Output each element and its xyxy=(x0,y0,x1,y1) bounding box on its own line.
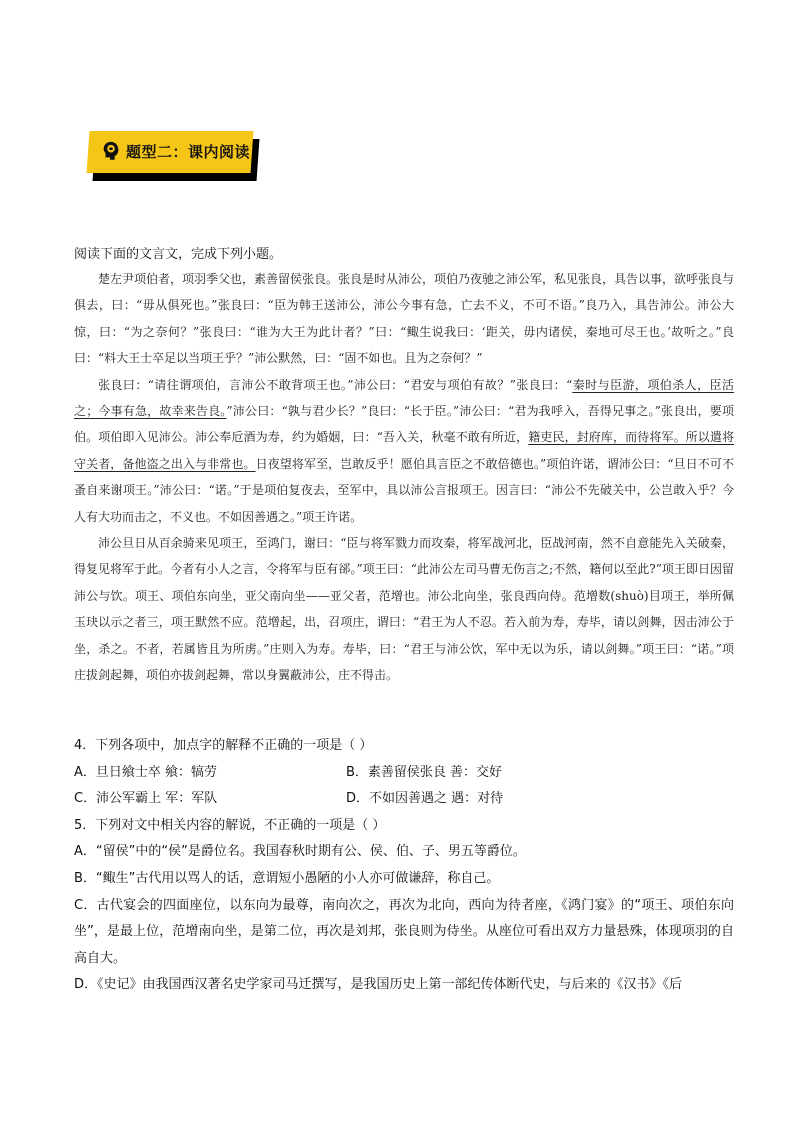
section-banner xyxy=(88,131,260,181)
reading-instruction: 阅读下面的文言文，完成下列小题。 xyxy=(74,247,283,262)
passage-text: 日夜望将军至，岂敢反乎！愿伯具言臣之不敢倍德也。”项伯许诺，谓沛公曰：“旦日不可不蚤自来谢项王。”沛公曰：“诺。”于是项伯复夜去，至军中，具以沛公言报项王。因言曰：“沛公不先破关中，公岂敢入乎？今人有大功而击之，不义也。不如因善遇之。”项王许诺。 xyxy=(74,456,734,524)
passage-text: ”沛公曰：“孰与君少长？”良曰：“长于臣。”沛公曰：“君为我呼入，吾得兄事之。”张良出，要项伯。项伯即入见沛公。沛公奉卮酒为寿，约为婚姻，曰：“吾入关，秋毫不敢有所近， xyxy=(74,404,734,445)
passage-paragraph-3: 沛公旦日从百余骑来见项王，至鸿门，谢曰：“臣与将军戮力而攻秦，将军战河北，臣战河南，然不自意能先入关破秦，得复见将军于此。今者有小人之言，令将军与臣有郤。”项王曰：“此沛公左司马曹无伤言之;不然，籍何以至此?”项王即日因留沛公与饮。项王、项伯东向坐，亚父南向坐——亚父者，范增也。沛公北向坐，张良西向侍。范增数(shuò)目项王，举所佩玉玦以示之者三，项王默然不应。范增起，出，召项庄，谓曰：“君王为人不忍。若入前为寿，寿毕，请以剑舞，因击沛公于坐，杀之。不者，若属皆且为所虏。”庄则入为寿。寿毕，曰：“君王与沛公饮，军中无以为乐，请以剑舞。”项王曰：“诺。”项庄拔剑起舞，项伯亦拔剑起舞，常以身翼蔽沛公，庄不得击。 xyxy=(74,536,734,683)
question-5-option-a[interactable]: A．“留侯”中的“侯”是爵位名。我国春秋时期有公、侯、伯、子、男五等爵位。 xyxy=(74,844,526,860)
underlined-sentence-1: 秦时与臣游，项伯杀人，臣活之；今事有急，故幸来告良。 xyxy=(74,377,734,419)
question-5-option-d[interactable]: D．《史记》由我国西汉著名史学家司马迁撰写，是我国历史上第一部纪传体断代史，与后来的《汉书》《后 xyxy=(74,977,683,993)
question-4-row-1 xyxy=(74,760,734,787)
question-4-row-2 xyxy=(74,786,734,813)
head-brain-icon xyxy=(100,140,122,162)
question-4-option-a[interactable]: A．旦日飨士卒 飨：犒劳 xyxy=(74,764,218,780)
question-4-stem: 4．下列各项中，加点字的解释不正确的一项是（ ） xyxy=(74,738,373,753)
question-5-stem: 5．下列对文中相关内容的解说，不正确的一项是（ ） xyxy=(74,817,386,833)
questions-section xyxy=(74,733,734,999)
question-4-option-d[interactable]: D．不如因善遇之 遇：对待 xyxy=(346,791,504,807)
question-5-option-c[interactable]: C．古代宴会的四面座位，以东向为最尊，南向次之，再次为北向，西向为待者座，《鸿门宴》的“项王、项伯东向坐”，是最上位，范增南向坐，是第二位，再次是刘邦，张良则为侍坐。从座位可看出双方力量悬殊，体现项羽的自高自大。 xyxy=(74,897,734,966)
passage-paragraph-2 xyxy=(74,372,734,530)
section-title: 题型二：课内阅读 xyxy=(126,143,251,161)
question-5-option-b[interactable]: B．“鲰生”古代用以骂人的话，意谓短小愚陋的小人亦可做谦辞，称自己。 xyxy=(74,870,500,886)
question-4-option-c[interactable]: C．沛公军霸上 军：军队 xyxy=(74,791,218,807)
passage-text: 张良曰：“请往谓项伯，言沛公不敢背项王也。”沛公曰：“君安与项伯有故？”张良曰：“ xyxy=(98,377,573,392)
classical-passage xyxy=(74,266,734,689)
underlined-sentence-2: 籍吏民，封府库，而待将军。所以遣将守关者，备他盗之出入与非常也。 xyxy=(74,430,734,471)
question-4-option-b[interactable]: B．素善留侯张良 善：交好 xyxy=(346,764,503,780)
passage-paragraph-1: 楚左尹项伯者，项羽季父也，素善留侯张良。张良是时从沛公，项伯乃夜驰之沛公军，私见张良，具告以事，欲呼张良与俱去，曰：“毋从俱死也。”张良曰：“臣为韩王送沛公，沛公今事有急，亡去不义，不可不语。”良乃入，具告沛公。沛公大惊，曰：“为之奈何？”张良曰：“谁为大王为此计者？”曰：“鲰生说我曰：‘距关，毋内诸侯，秦地可尽王也。’故听之。”良曰：“料大王士卒足以当项王乎？”沛公默然，曰：“固不如也。且为之奈何？” xyxy=(74,272,735,366)
